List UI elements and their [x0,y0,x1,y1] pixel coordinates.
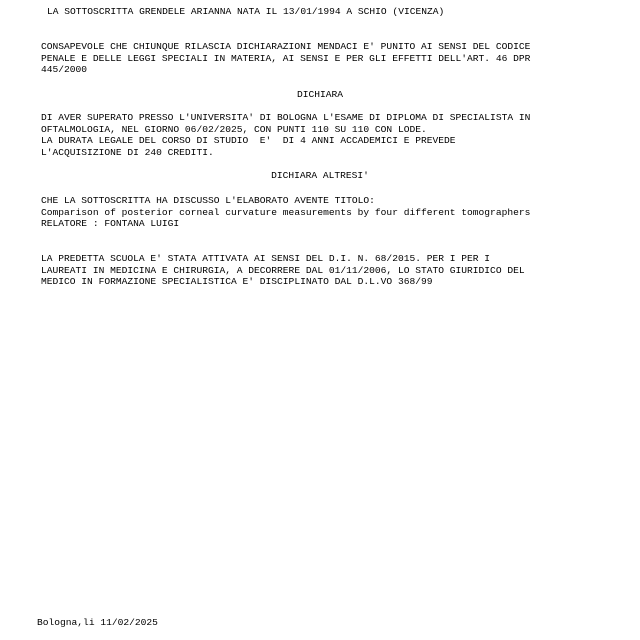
awareness-line: 445/2000 [41,64,88,75]
thesis-title: Comparison of posterior corneal curvature measurements by four different tomographers [41,206,531,218]
also-declares-heading: DICHIARA ALTRESI' [271,170,369,181]
awareness-paragraph [41,41,636,76]
awareness-line: PENALE E DELLE LEGGI SPECIALI IN MATERIA, AI SENSI E PER GLI EFFETTI DELL'ART. 46 DPR [41,52,531,64]
declares-heading: DICHIARA [296,89,344,100]
declaration-line: LA DURATA LEGALE DEL CORSO DI STUDIO E' DI 4 ANNI ACCADEMICI E PREVEDE [41,135,456,146]
declaration-line: DI AVER SUPERATO PRESSO L'UNIVERSITA' DI BOLOGNA L'ESAME DI DIPLOMA DI SPECIALISTA IN [41,112,531,123]
school-legal-paragraph [41,253,636,288]
declarant-header: LA SOTTOSCRITTA GRENDELE ARIANNA NATA IL 13/01/1994 A SCHIO (VICENZA) [47,6,445,17]
school-legal-line: LA PREDETTA SCUOLA E' STATA ATTIVATA AI SENSI DEL D.I. N. 68/2015. PER I PER I [41,253,491,264]
declaration-line: L'ACQUISIZIONE DI 240 CREDITI. [41,146,214,158]
thesis-paragraph [41,195,636,230]
awareness-line: CONSAPEVOLE CHE CHIUNQUE RILASCIA DICHIARAZIONI MENDACI E' PUNITO AI SENSI DEL CODICE [41,41,531,52]
school-legal-line: MEDICO IN FORMAZIONE SPECIALISTICA E' DISCIPLINATO DAL D.L.VO 368/99 [41,276,433,287]
thesis-supervisor: RELATORE : FONTANA LUIGI [41,218,180,229]
thesis-intro-line: CHE LA SOTTOSCRITTA HA DISCUSSO L'ELABORATO AVENTE TITOLO: [41,195,375,206]
school-legal-line: LAUREATI IN MEDICINA E CHIRURGIA, A DECORRERE DAL 01/11/2006, LO STATO GIURIDICO DEL [41,264,525,276]
place-date-footer: Bologna,li 11/02/2025 [37,617,158,628]
declaration-paragraph [41,112,636,158]
declaration-line: OFTALMOLOGIA, NEL GIORNO 06/02/2025, CON PUNTI 110 SU 110 CON LODE. [41,123,427,135]
